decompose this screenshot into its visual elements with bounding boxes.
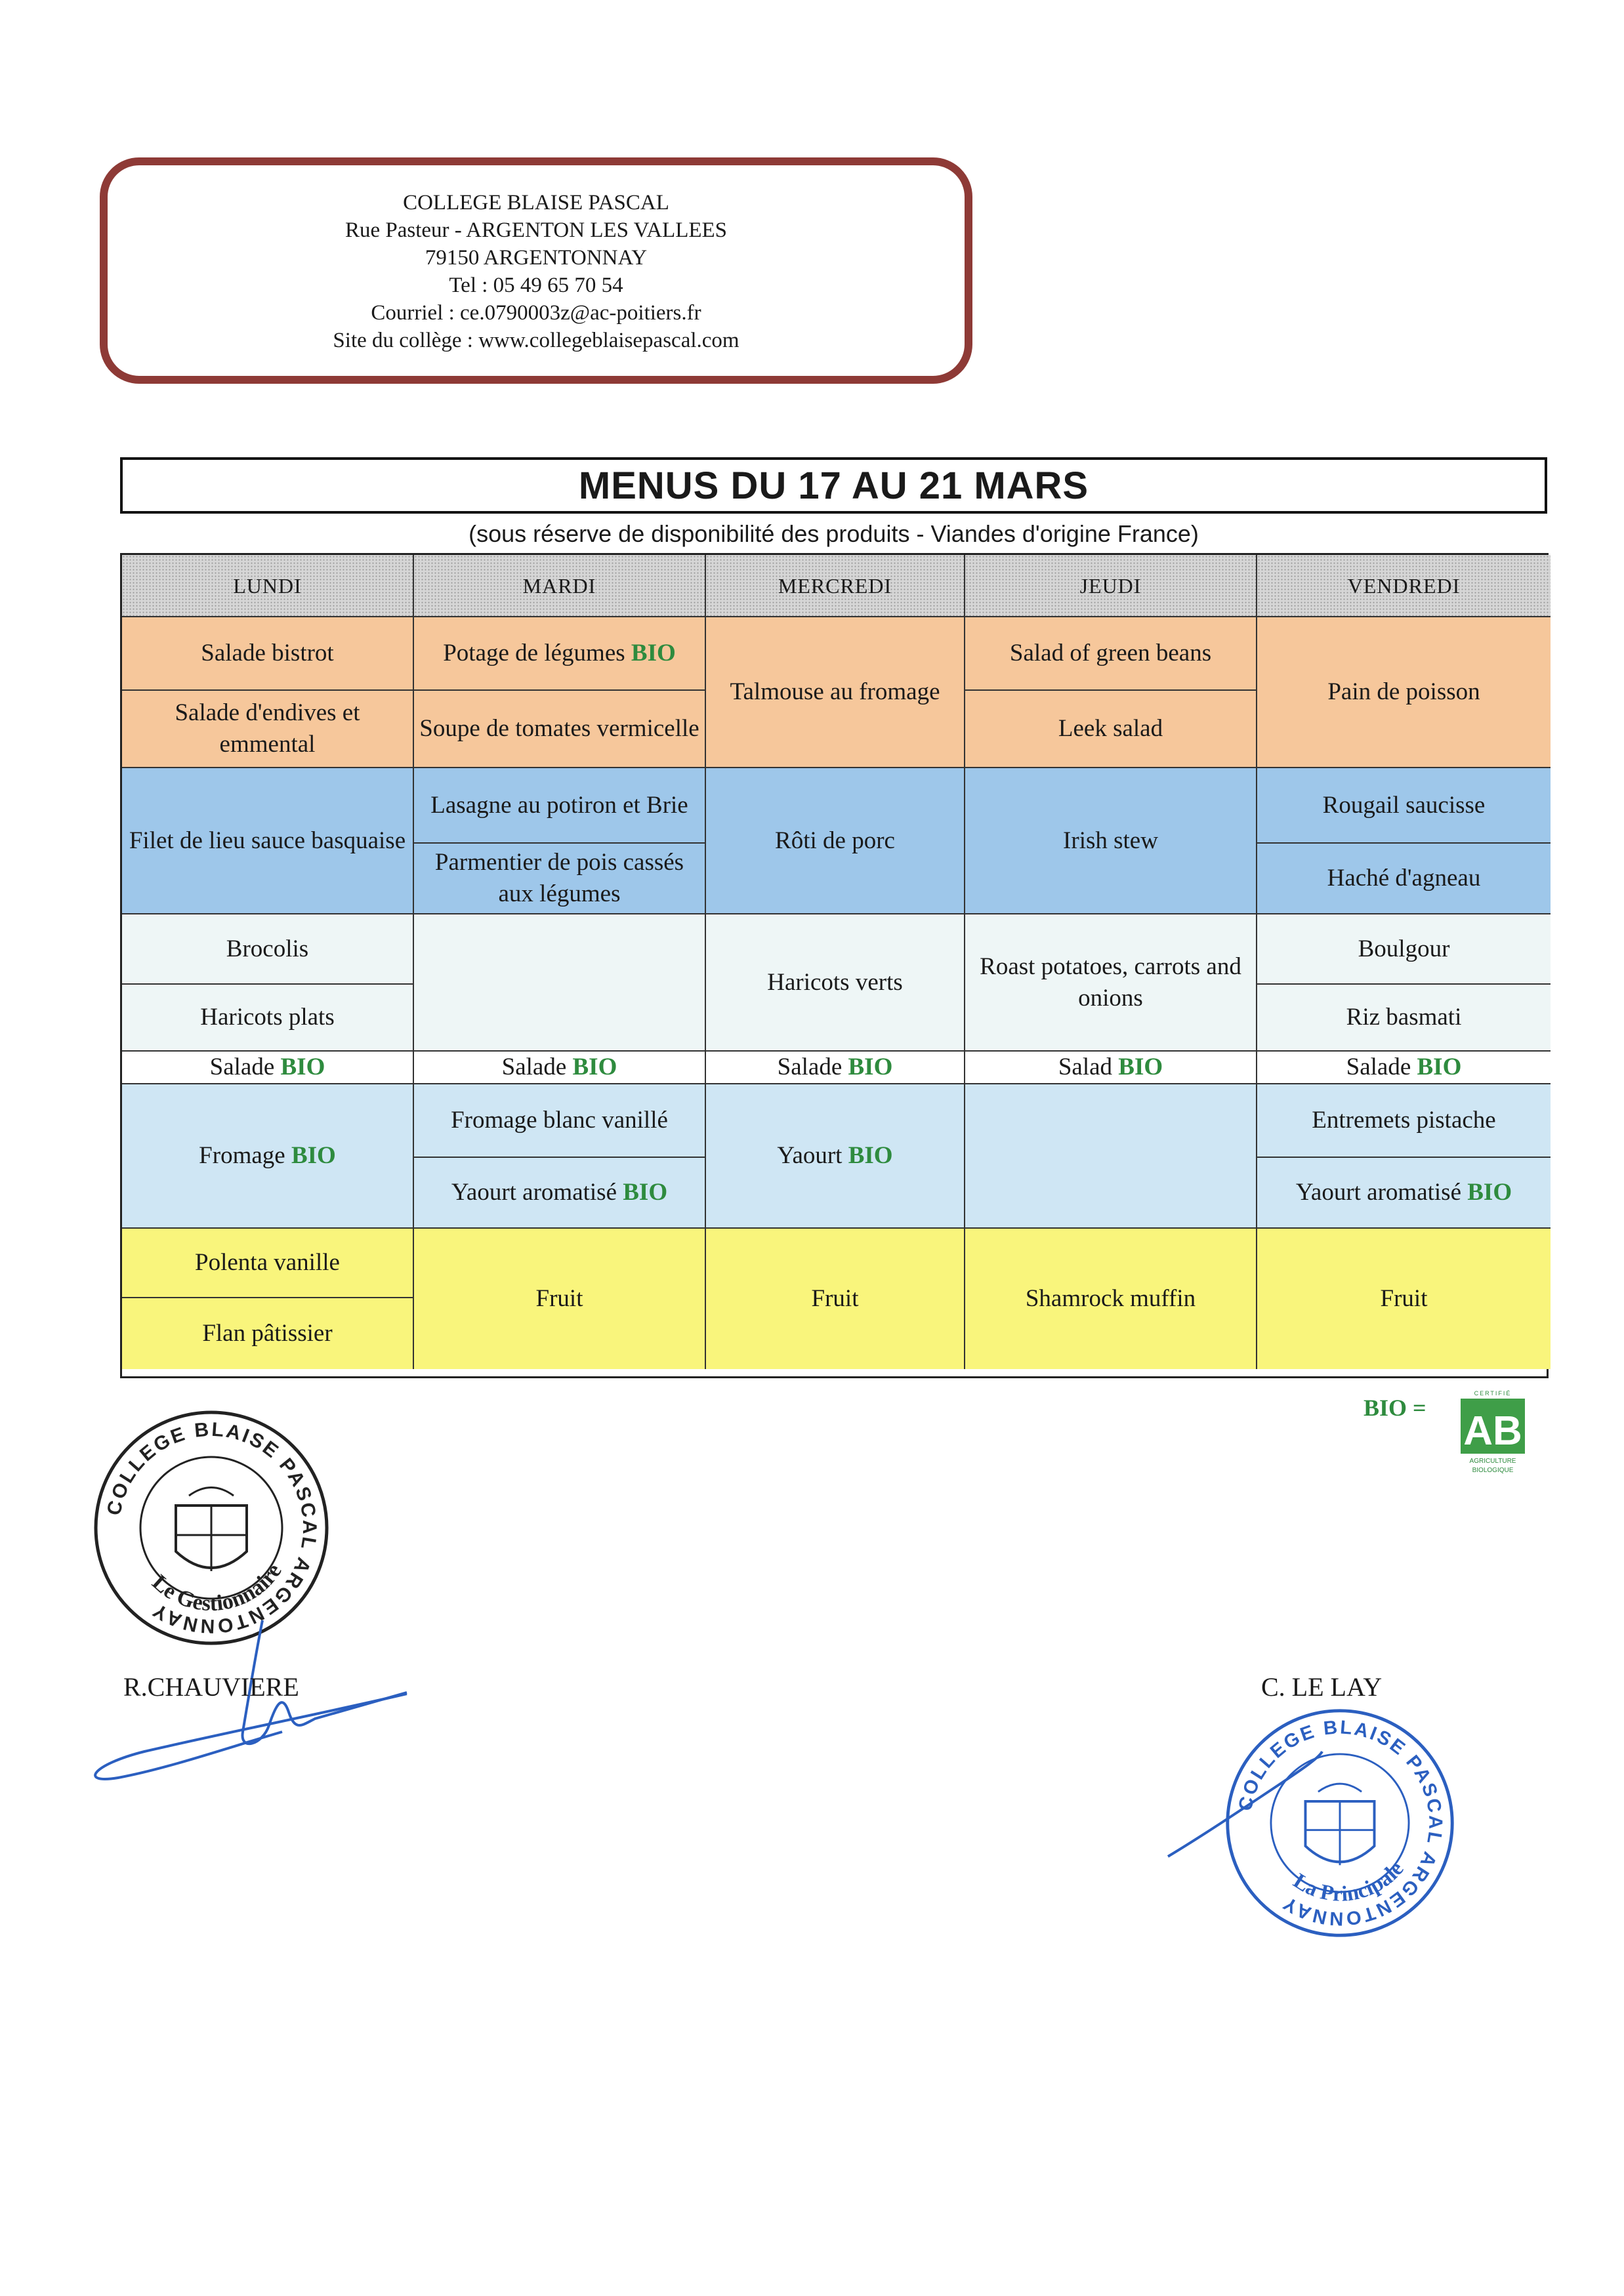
- gestionnaire-signature-icon: [66, 1614, 420, 1791]
- principale-name: C. LE LAY: [1261, 1672, 1383, 1702]
- salade-mercredi: [706, 1052, 965, 1084]
- salade-label: Salade: [209, 1054, 275, 1080]
- accomp-lundi-2: Haricots plats: [122, 985, 414, 1052]
- entree-lundi-1: Salade bistrot: [122, 617, 414, 691]
- svg-text:AGRICULTURE: AGRICULTURE: [1469, 1458, 1516, 1465]
- plat-mercredi: Rôti de porc: [706, 768, 965, 914]
- school-email: Courriel : ce.0790003z@ac-poitiers.fr: [371, 301, 701, 325]
- laitage-mardi-1: Fromage blanc vanillé: [414, 1084, 706, 1158]
- gestionnaire-name: R.CHAUVIERE: [123, 1672, 299, 1702]
- bio-legend-label: [1364, 1394, 1426, 1422]
- laitage-label: Yaourt aromatisé: [451, 1179, 617, 1206]
- bio-tag: BIO: [1417, 1054, 1462, 1080]
- dessert-mercredi: Fruit: [706, 1229, 965, 1369]
- accomp-mercredi: Haricots verts: [706, 914, 965, 1052]
- day-header-jeudi: JEUDI: [965, 555, 1257, 617]
- laitage-mercredi: [706, 1084, 965, 1229]
- ab-organic-logo-icon: [1458, 1389, 1528, 1476]
- salade-vendredi: [1257, 1052, 1551, 1084]
- principale-signature-icon: [1161, 1738, 1325, 1870]
- dessert-lundi-1: Polenta vanille: [122, 1229, 414, 1298]
- bio-legend-text: BIO =: [1364, 1395, 1426, 1421]
- plat-lundi: Filet de lieu sauce basquaise: [122, 768, 414, 914]
- page-title: MENUS DU 17 AU 21 MARS: [578, 464, 1089, 507]
- bio-tag: BIO: [623, 1179, 668, 1206]
- school-name: COLLEGE BLAISE PASCAL: [403, 191, 669, 215]
- laitage-label: Fromage: [199, 1142, 285, 1169]
- page-subtitle: (sous réserve de disponibilité des produits - Viandes d'origine France): [468, 520, 1199, 547]
- school-website: Site du collège : www.collegeblaisepascal.com: [333, 329, 739, 352]
- svg-text:La Principale: La Principale: [1289, 1857, 1409, 1906]
- salade-label: Salad: [1058, 1054, 1113, 1080]
- title-box: [120, 457, 1547, 514]
- svg-text:COLLEGE BLAISE PASCAL ARGENTON: COLLEGE BLAISE PASCAL ARGENTONNAY: [1234, 1717, 1446, 1929]
- day-header-vendredi: VENDREDI: [1257, 555, 1551, 617]
- salade-label: Salade: [777, 1054, 843, 1080]
- accomp-vendredi-2: Riz basmati: [1257, 985, 1551, 1052]
- svg-text:AB: AB: [1463, 1408, 1522, 1454]
- bio-tag: BIO: [848, 1054, 893, 1080]
- accomp-vendredi-1: Boulgour: [1257, 914, 1551, 985]
- salade-mardi: [414, 1052, 706, 1084]
- salade-lundi: [122, 1052, 414, 1084]
- entree-vendredi: Pain de poisson: [1257, 617, 1551, 768]
- laitage-vendredi-2: [1257, 1158, 1551, 1229]
- svg-text:Le Gestionnaire: Le Gestionnaire: [147, 1559, 287, 1616]
- entree-mercredi: Talmouse au fromage: [706, 617, 965, 768]
- laitage-label: Yaourt: [777, 1142, 843, 1169]
- accomp-jeudi: Roast potatoes, carrots and onions: [965, 914, 1257, 1052]
- entree-mardi-1: [414, 617, 706, 691]
- dessert-jeudi: Shamrock muffin: [965, 1229, 1257, 1369]
- bio-tag: BIO: [572, 1054, 617, 1080]
- accomp-mardi: [414, 914, 706, 1052]
- gestionnaire-stamp-icon: [91, 1407, 332, 1649]
- school-phone: Tel : 05 49 65 70 54: [449, 274, 623, 297]
- salade-label: Salade: [501, 1054, 567, 1080]
- bio-tag: BIO: [291, 1142, 336, 1169]
- accomp-lundi-1: Brocolis: [122, 914, 414, 985]
- plat-jeudi: Irish stew: [965, 768, 1257, 914]
- dessert-lundi-2: Flan pâtissier: [122, 1298, 414, 1369]
- plat-vendredi-2: Haché d'agneau: [1257, 844, 1551, 914]
- entree-jeudi-1: Salad of green beans: [965, 617, 1257, 691]
- bio-tag: BIO: [280, 1054, 325, 1080]
- plat-mardi-2: Parmentier de pois cassés aux légumes: [414, 844, 706, 914]
- entree-mardi-1-label: Potage de légumes: [443, 640, 625, 666]
- laitage-lundi: [122, 1084, 414, 1229]
- svg-text:COLLEGE BLAISE PASCAL ARGENTON: COLLEGE BLAISE PASCAL ARGENTONNAY: [103, 1418, 321, 1637]
- laitage-label: Yaourt aromatisé: [1295, 1179, 1461, 1206]
- menu-table: [120, 553, 1549, 1378]
- svg-text:CERTIFIÉ: CERTIFIÉ: [1474, 1390, 1512, 1397]
- bio-tag: BIO: [848, 1142, 893, 1169]
- day-header-mardi: MARDI: [414, 555, 706, 617]
- school-street: Rue Pasteur - ARGENTON LES VALLEES: [344, 218, 728, 242]
- bio-tag: BIO: [631, 640, 676, 666]
- salade-label: Salade: [1346, 1054, 1411, 1080]
- laitage-vendredi-1: Entremets pistache: [1257, 1084, 1551, 1158]
- laitage-mardi-2: [414, 1158, 706, 1229]
- entree-mardi-2: Soupe de tomates vermicelle: [414, 691, 706, 768]
- day-header-lundi: LUNDI: [122, 555, 414, 617]
- school-address: [100, 189, 972, 354]
- day-header-mercredi: MERCREDI: [706, 555, 965, 617]
- svg-text:BIOLOGIQUE: BIOLOGIQUE: [1472, 1467, 1514, 1474]
- bio-tag: BIO: [1467, 1179, 1512, 1206]
- laitage-jeudi: [965, 1084, 1257, 1229]
- entree-jeudi-2: Leek salad: [965, 691, 1257, 768]
- bio-tag: BIO: [1118, 1054, 1163, 1080]
- school-city: 79150 ARGENTONNAY: [425, 246, 648, 270]
- dessert-vendredi: Fruit: [1257, 1229, 1551, 1369]
- plat-mardi-1: Lasagne au potiron et Brie: [414, 768, 706, 844]
- dessert-mardi: Fruit: [414, 1229, 706, 1369]
- salade-jeudi: [965, 1052, 1257, 1084]
- entree-lundi-2: Salade d'endives et emmental: [122, 691, 414, 768]
- plat-vendredi-1: Rougail saucisse: [1257, 768, 1551, 844]
